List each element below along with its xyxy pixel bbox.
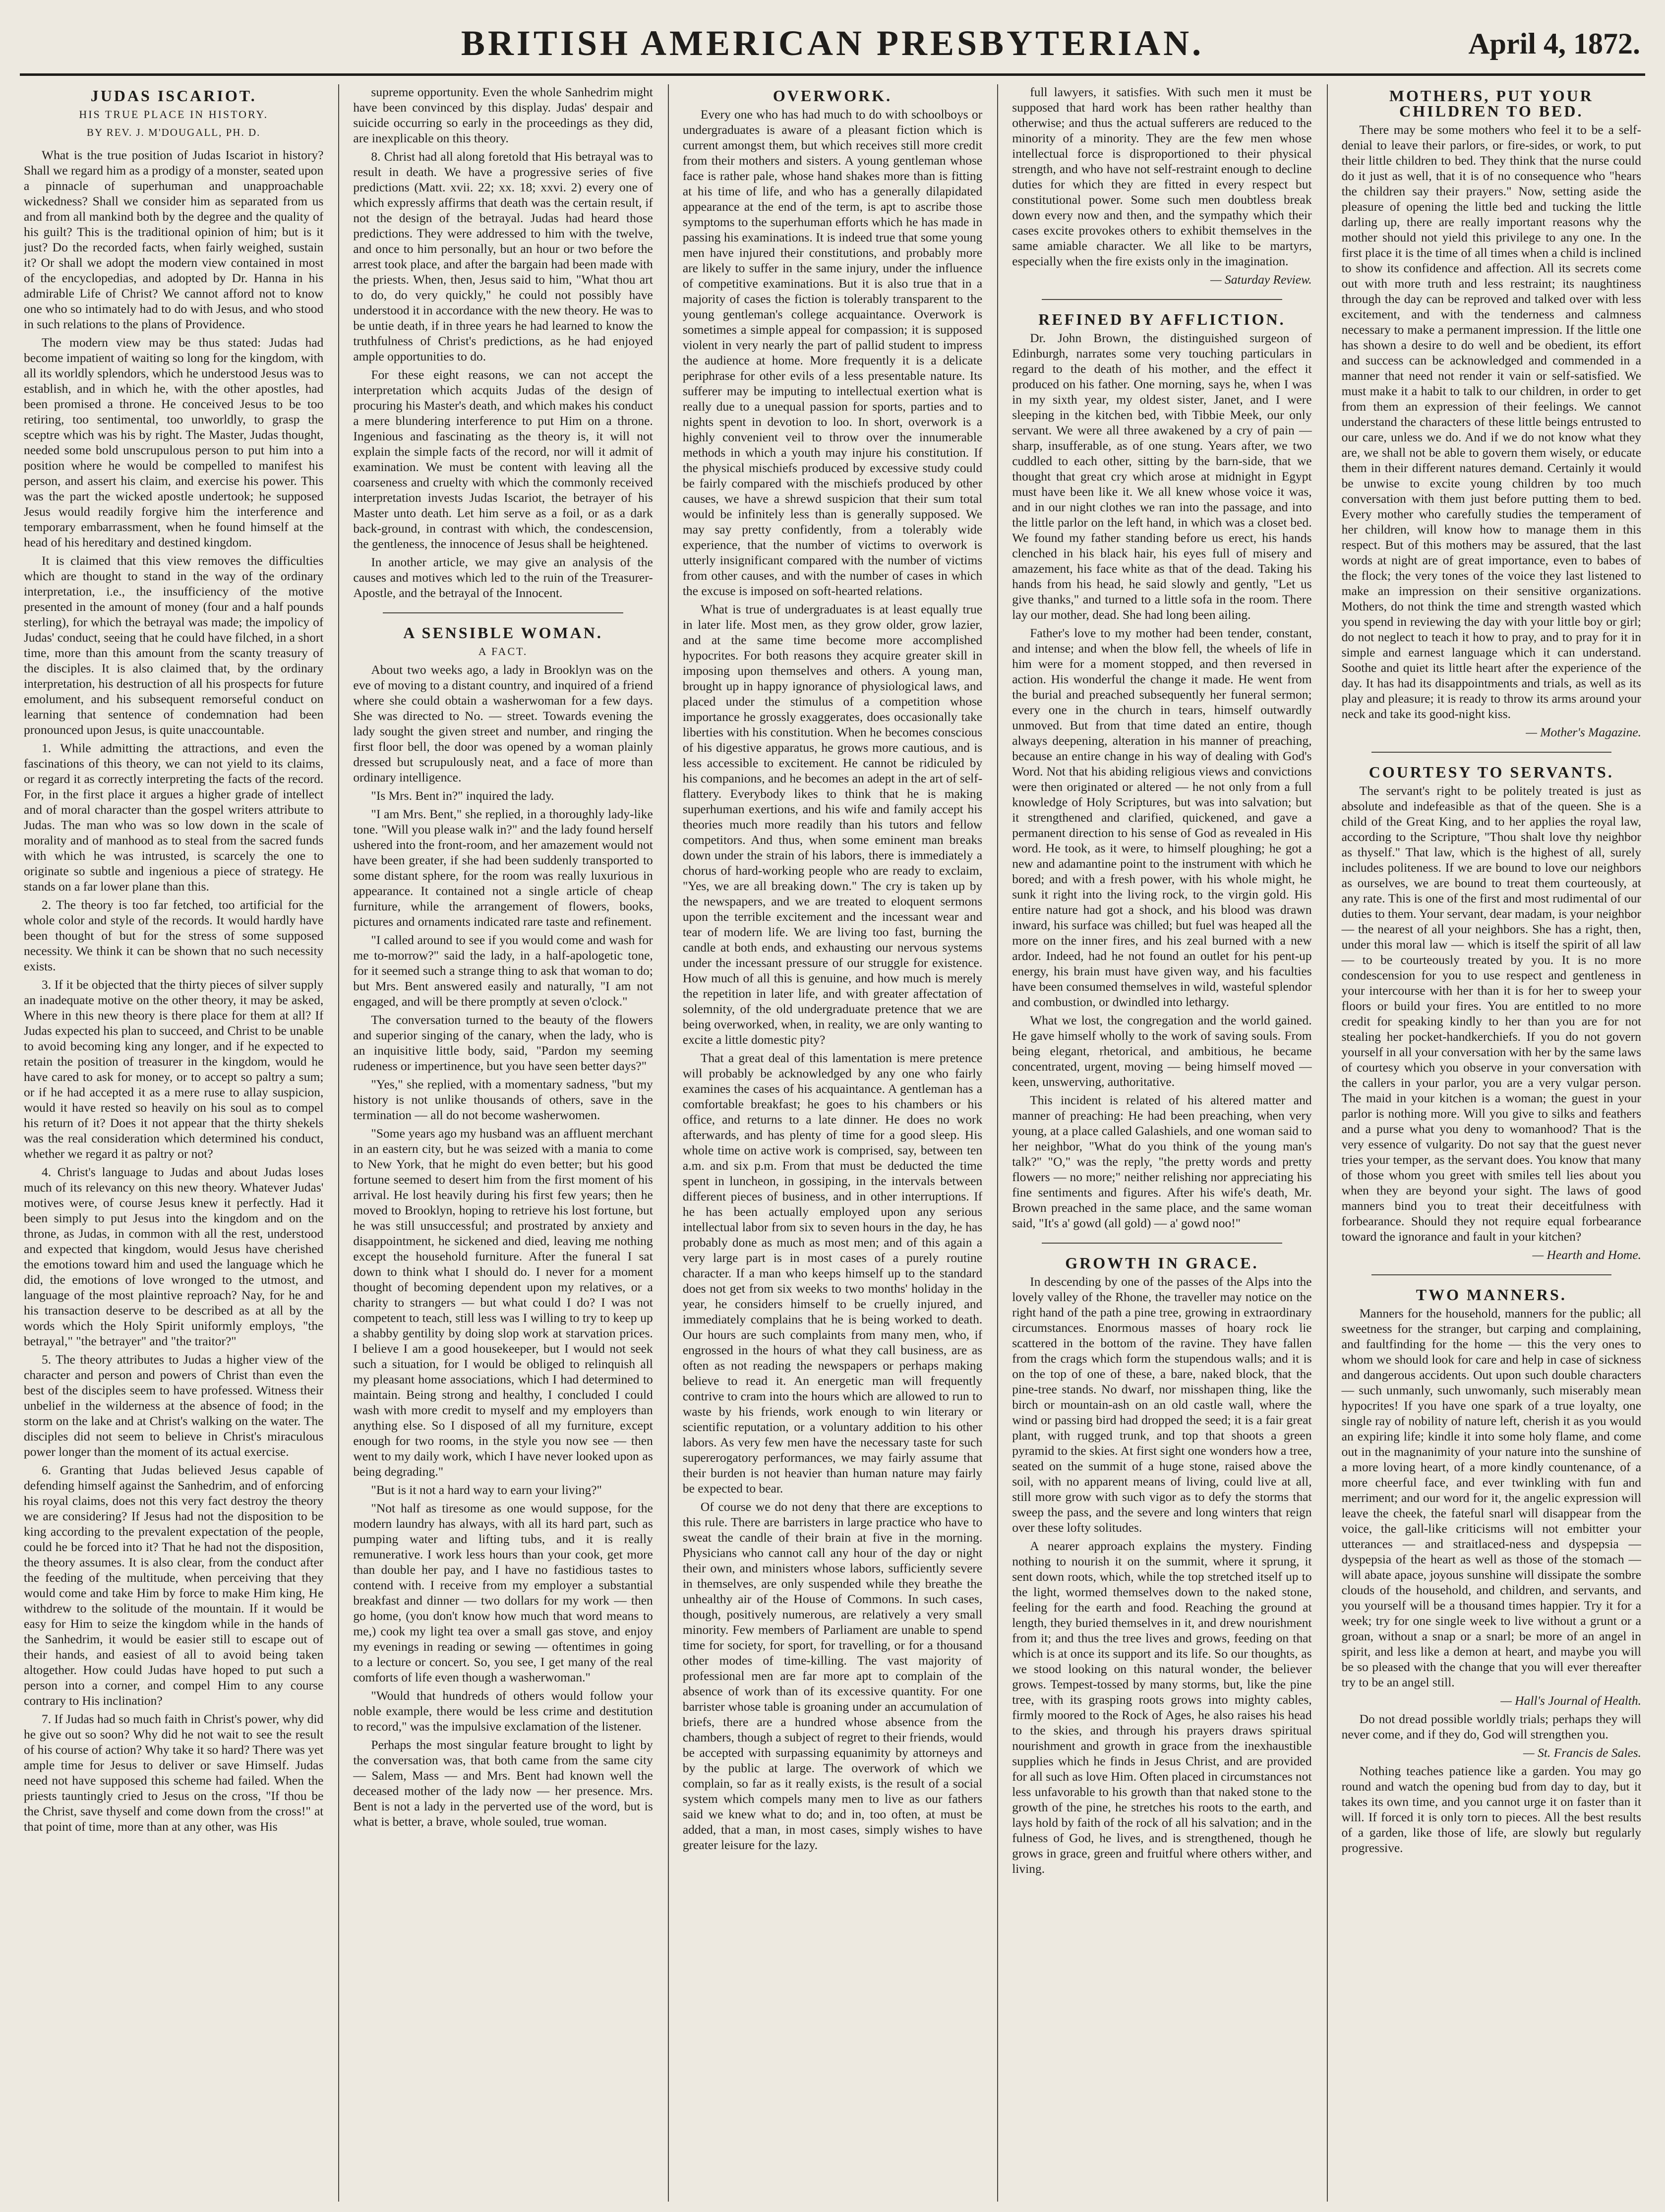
source-credit: — Mother's Magazine. — [1526, 725, 1642, 739]
masthead-date: April 4, 1872. — [1468, 27, 1640, 60]
paragraph: A nearer approach explains the mystery. Finding nothing to nourish it on the summit, where it sprung, it sent down roots, which, while the top stretched itself up to the light, wormed themselves down to the naked stone, feeling for the earth and food. Reaching the ground at length, they buried themselves in it, and drew nourishment from it; and thus the tree lives and grows, feeding on that which is at once its support and its life. So our thoughts, as we stood looking on this natural wonder, the believer grows. Tempest-tossed by many storms, but, like the pine tree, with its grasping roots grows into mighty cables, firmly moored to the Rock of Ages, he also raises his head to the skies, and through his prayers draws spiritual nourishment and growth in grace from the inexhaustible supplies which he finds in Jesus Christ, and are provided for all such as love Him. Often placed in circumstances not less unfavorable to his growth than that naked stone to the growth of the pine, he stretches his roots to the earth, and lays hold by faith of the rock of all his salvation; and in the fulness of God, he lives, and is strengthened, though he grows in grace, green and fruitful where others wither, and living. — [1012, 1539, 1312, 1876]
source-credit: — Hearth and Home. — [1532, 1248, 1642, 1262]
paragraph: The servant's right to be politely treated is just as absolute and indefeasible as that of the queen. She is a child of the Great King, and to her applies the royal law, according to the Scripture, "Thou shalt love thy neighbor as thyself." That law, which is the highest of all, surely includes politeness. If we are bound to love our neighbors as ourselves, we are bound to treat them courteously, at any rate. This is one of the first and most rudimental of our duties to them. Your servant, dear madam, is your neighbor — the nearest of all your neighbors. She has a right, then, under this moral law — which is itself the spirit of all law — to be courteously treated by you. It is no more condescension for you to use respect and gentleness in your intercourse with her than it is for her to sweep your floors or build your fires. You are entitled to no more credit for speaking kindly to her than you are for not stealing her pocket-handkerchiefs. If you do not govern yourself in all your conversation with her by the same laws of courtesy which you observe in your conversation with the callers in your parlor, you are a very vulgar person. The maid in your kitchen is a woman; the guest in your parlor is nothing more. Will you give to silks and feathers and a purse what you deny to womanhood? That is the very essence of vulgarity. Do not say that the guest never tries your temper, as the servant does. You know that many of those whom you greet with smiles tell lies about you when they are beyond your sight. The laws of good manners bind you to treat their deceitfulness with forbearance. Should they not require equal forbearance toward the ignorance and fault in your kitchen? — [1341, 783, 1642, 1244]
paragraph: The conversation turned to the beauty of the flowers and superior singing of the canary, when the lady, who is an inquisitive little body, said, "Pardon my seeming rudeness or impertinence, but you have seen better days?" — [353, 1013, 653, 1073]
source-credit: — Saturday Review. — [1210, 272, 1312, 287]
paragraph: "Some years ago my husband was an affluent merchant in an eastern city, but he was seized with a mania to come to New York, that he might do even better; but his good fortune seemed to desert him from the first moment of his arrival. He lost heavily during his first few years; then he moved to Brooklyn, hoping to retrieve his lost fortune, but he was still unsuccessful; and prostrated by anxiety and disappointment, he sickened and died, leaving me nothing except the household furniture. After the funeral I sat down to think what I should do. I never for a moment thought of becoming dependent upon my relatives, or a charity to strangers — but what could I do? I was not competent to teach, still less was I willing to try to keep up a shabby gentility by doing slop work at starvation prices. I believe I am a good housekeeper, but I would not seek such a situation, for I would be obliged to relinquish all my pleasant home associations, which I had determined to maintain. Being strong and healthy, I concluded I could wash with more credit to myself and my employers than anything else. So I disposed of all my furniture, except enough for two rooms, in the style you now see — then went to my daily work, which I have never looked upon as being degrading." — [353, 1126, 653, 1479]
paragraph: "Yes," she replied, with a momentary sadness, "but my history is not unlike thousands of others, save in the termination — all do not become washerwomen. — [353, 1077, 653, 1122]
article-title: A SENSIBLE WOMAN. — [403, 624, 603, 642]
paragraph: 5. The theory attributes to Judas a higher view of the character and person and powers of Christ than even the best of the disciples seem to have professed. Witness their unbelief in the wilderness at the absence of food; in the storm on the lake and at Christ's walking on the water. The disciples did not seem to believe in Christ's miraculous power longer than the moment of its actual exercise. — [24, 1352, 324, 1459]
column-1 — [24, 84, 323, 2202]
masthead-title: BRITISH AMERICAN PRESBYTERIAN. — [461, 23, 1204, 63]
paragraph: In another article, we may give an analysis of the causes and motives which led to the ruin of the Treasurer-Apostle, and the betrayal of the Innocent. — [353, 555, 653, 600]
paragraph: What is true of undergraduates is at least equally true in later life. Most men, as they grow older, grow lazier, and at the same time become more accomplished hypocrites. For both reasons they acquire greater skill in imposing upon themselves and others. A young man, brought up in happy ignorance of physiological laws, and placed under the stimulus of a competition whose importance he grossly exaggerates, does occasionally take liberties with his constitution. When he becomes conscious of his digestive apparatus, he grows more cautious, and is less accessible to excitement. He cannot be ridiculed by his companions, and he becomes an adept in the art of self-flattery. Everybody likes to think that he is making superhuman exertions, and his wife and family accept his theories much more readily than his tutors and fellow competitors. And thus, when some eminent man breaks down under the strain of his labors, there is immediately a chorus of hard-working people who are ready to exclaim, "Yes, we are all breaking down." The cry is taken up by the newspapers, and we are treated to eloquent sermons upon the terrible excitement and the incessant wear and tear of modern life. We are living too fast, burning the candle at both ends, and exhausting our nervous systems under the incessant pressure of our struggle for existence. How much of all this is genuine, and how much is merely the repetition in later life, and with greater affectation of solemnity, of the old undergraduate pretence that we are being overworked, when, in reality, we are only wanting to excite a little domestic pity? — [682, 602, 983, 1047]
section-divider — [1371, 1274, 1611, 1275]
paragraph: supreme opportunity. Even the whole Sanhedrim might have been convinced by this display. Judas' despair and suicide occurring so early in the proceedings as they did, are inexplicable on this theory. — [353, 85, 653, 145]
paragraph: What we lost, the congregation and the world gained. He gave himself wholly to the work of saving souls. From being elegant, rhetorical, and ambitious, he became concentrated, urgent, moving — being himself moved — keen, unswerving, authoritative. — [1012, 1013, 1312, 1089]
paragraph: 6. Granting that Judas believed Jesus capable of defending himself against the Sanhedrim, and of enforcing his royal claims, does not this very fact destroy the theory we are considering? If Jesus had not the disposition to be king according to the prevalent expectation of the people, could he be forced into it? That he had not the disposition, the theory assumes. It is also clear, from the conduct after the feeding of the multitude, when perceiving that they would come and take Him by force to make Him king, He withdrew to the solitude of the mountain. If it would be easy for Him to seize the kingdom while in the hands of the Sanhedrim, it would be easier still to escape out of their hands, and easiest of all to avoid being taken altogether. How could Judas have hoped to put such a person into a corner, and compel Him to any course contrary to His inclination? — [24, 1463, 324, 1708]
paragraph: "Is Mrs. Bent in?" inquired the lady. — [371, 788, 554, 803]
paragraph: There may be some mothers who feel it to be a self-denial to leave their parlors, or fire-sides, or work, to put their little children to bed. They think that the nurse could do it just as well, that it is of no consequence who "hears the children say their prayers." Now, setting aside the pleasure of opening the little bed and tucking the little darling up, there are really important reasons why the mother should not yield this privilege to any one. In the first place it is the time of all times when a child is inclined to show its confidence and affection. All its secrets come out with more truth and less restraint; its naughtiness through the day can be reproved and talked over with less excitement, and with the tenderness and calmness necessary to make a permanent impression. If the little one has shown a desire to do well and be obedient, its effort and success can be acknowledged and commended in a manner that need not render it vain or self-satisfied. We must make it a habit to talk to our children, in order to get from them an expression of their feelings. We cannot understand the characters of these little beings entrusted to our care, unless we do. And if we do not know what they are, we shall not be able to govern them wisely, or educate them in their different natures demand. Certainly it would be unwise to excite young children by too much conversation with them just before putting them to bed. Every mother who carefully studies the temperament of her children, will know how to manage them in this respect. But of this mothers may be assured, that the last words at night are of great importance, even to babes of the flock; the very tones of the voice they last listened to make an impression on their sensitive organizations. Mothers, do not think the time and strength wasted which you spend in reviewing the day with your little boy or girl; do not neglect to teach it how to pray, and to pray for it in simple and earnest language which it can understand. Soothe and quiet its little heart after the experience of the day. It has had its disappointments and trials, as well as its play and pleasure; it is ready to throw its arms around your neck and take its good-night kiss. — [1341, 122, 1642, 721]
column-3 — [668, 84, 982, 2202]
paragraph: Father's love to my mother had been tender, constant, and intense; and when the blow fell, the wheels of life in him were for a moment stopped, and then reversed in action. His wonderful the change it made. He went from the burial and preached subsequently her funeral sermon; every one in the church in tears, himself outwardly unmoved. But from that time dated an entire, though always deepening, alteration in his manner of preaching, because an entire change in his way of dealing with God's Word. Not that his abiding religious views and convictions were then originated or altered — he not only from a full knowledge of Holy Scriptures, but was into salvation; but it strengthened and clarified, quickened, and gave a permanent direction to his sense of God as revealed in His word. He took, as it were, to himself ploughing; he got a new and adamantine point to the instrument with which he bored; and with a fresh power, with his whole might, he sunk it right into the living rock, to the virgin gold. His entire nature had got a shock, and his blood was drawn inward, his surface was chilled; but fuel was heaped all the more on the inner fires, and his zeal burned with a new ardor. Indeed, had he not found an outlet for his pent-up energy, his brain must have given way, and his faculties have been consumed themselves in wild, wasteful splendor and combustion, or dwindled into lethargy. — [1012, 626, 1312, 1009]
article-title: REFINED BY AFFLICTION. — [1038, 310, 1286, 328]
paragraph: 4. Christ's language to Judas and about Judas loses much of its relevancy on this new theory. Whatever Judas' motives were, of course Jesus knew it perfectly. Had it been simply to put Jesus into the kingdom and on the throne, as Judas, in common with all the rest, understood and expected that kingdom, would Jesus have cherished the emotions toward him and used the language which he did, the emotions of love wronged to the utmost, and language of the most plaintive reproach? Nay, for he and his transaction deserve to be described as at all by the words which the Holy Spirit uniformly employs, "the betrayal," "the betrayer" and "the traitor?" — [24, 1165, 324, 1348]
paragraph: It is claimed that this view removes the difficulties which are thought to stand in the way of the ordinary interpretation, i.e., the insufficiency of the motive presented in the amount of money (four and a half pounds sterling), for which the betrayal was made; the impolicy of Judas' conduct, seeing that he could have filched, in a short time, more than this amount from the scanty treasury of the disciples. It is also claimed that, by the ordinary interpretation, his destruction of all his prospects for future emolument, and his subsequent remorseful conduct on learning that sentence of condemnation had been pronounced upon Jesus, is quite unaccountable. — [24, 553, 324, 737]
article-title: TWO MANNERS. — [1416, 1286, 1567, 1304]
paragraph: 7. If Judas had so much faith in Christ's power, why did he give out so soon? Why did he not wait to see the result of his course of action? Why take it so hard? There was yet ample time for Jesus to deliver or save Himself. Judas need not have supposed this scheme had failed. When the priests tauntingly cried to Jesus on the cross, "If thou be the Christ, save thyself and come down from the cross!" at that point of time, more than at any other, was His — [24, 1712, 324, 1834]
paragraph: "Not half as tiresome as one would suppose, for the modern laundry has always, with all its hard part, such as pumping water and lifting tubs, and it is really remunerative. I work less hours than your cook, get more than double her pay, and I have no fastidious tastes to contend with. I receive from my employer a substantial breakfast and dinner — two dollars for my work — then go home, (you don't know how much that word means to me,) cook my light tea over a small gas stove, and enjoy my evenings in reading or sewing — oftentimes in going to a lecture or concert. So, you see, I get many of the real comforts of life even though a washerwoman." — [353, 1501, 653, 1684]
paragraph: In descending by one of the passes of the Alps into the lovely valley of the Rhone, the traveller may notice on the right hand of the path a pine tree, growing in extraordinary circumstances. Enormous masses of hoary rock lie scattered in the bottom of the ravine. They have fallen from the crags which form the stupendous walls; and it is on the top of one of these, a bare, naked block, that the pine-tree stands. No dwarf, nor misshapen thing, like the birch or mountain-ash on an old castle wall, where the wind or passing bird had dropped the seed; it is a fair great plant, with rugged trunk, and top that shoots a green pyramid to the skies. At first sight one wonders how a tree, seated on the summit of a huge stone, raised above the soil, with no apparent means of living, could live at all, still more grow with such vigor as to defy the storms that sweep the pass, and the severe and long winters that reign over these lofty solitudes. — [1012, 1274, 1312, 1535]
article-title: MOTHERS, PUT YOUR CHILDREN TO BED. — [1389, 87, 1594, 120]
source-credit: — Hall's Journal of Health. — [1500, 1693, 1642, 1708]
paragraph: About two weeks ago, a lady in Brooklyn was on the eve of moving to a distant country, and inquired of a friend where she could obtain a washerwoman for a few days. She was directed to No. — street. Towards evening the lady sought the given street and number, and ringing the first floor bell, the door was opened by a woman plainly dressed but scrupulously neat, and a face of more than ordinary intelligence. — [353, 662, 653, 784]
section-divider — [1042, 299, 1282, 300]
paragraph: "I called around to see if you would come and wash for me to-morrow?" said the lady, in a half-apologetic tone, for it seemed such a strange thing to ask that woman to do; but Mrs. Bent answered easily and naturally, "I am not engaged, and will be there promptly at seven o'clock." — [353, 933, 653, 1009]
column-2 — [338, 84, 653, 2202]
paragraph: 1. While admitting the attractions, and even the fascinations of this theory, we can not yield to its claims, or regard it as correctly interpreting the facts of the record. For, in the first place it argues a higher grade of intellect and of moral character than the gospel writers attribute to Judas. The man who was so low down in the scale of morality and of manhood as to steal from the sacred funds with which he was intrusted, is scarcely the one to originate so subtle and ingenious a piece of strategy. He stands on a far lower plane than this. — [24, 741, 324, 894]
paragraph: This incident is related of his altered matter and manner of preaching: He had been preaching, when very young, at a place called Galashiels, and one woman said to her neighbor, "What do you think of the young man's talk?" "O," was the reply, "the pretty words and pretty flowers — no more;" neither relishing nor appreciating his fine sentiments and figures. After his wife's death, Mr. Brown preached in the same place, and the same woman said, "It's a' gowd (all gold) — a' gowd noo!" — [1012, 1093, 1312, 1230]
article-title: COURTESY TO SERVANTS. — [1368, 763, 1614, 781]
paragraph: Nothing teaches patience like a garden. You may go round and watch the opening bud from day to day, but it takes its own time, and you cannot urge it on faster than it will. If forced it is only torn to pieces. All the best results of a garden, like those of life, are slowly but regularly progressive. — [1341, 1764, 1642, 1855]
masthead — [20, 14, 1645, 76]
paragraph: "Would that hundreds of others would follow your noble example, there would be less crime and destitution to record," was the impulsive exclamation of the listener. — [353, 1688, 653, 1734]
paragraph: 2. The theory is too far fetched, too artificial for the whole color and style of the records. It would hardly have been thought of but for the stress of some supposed necessity. We think it can be shown that no such necessity exists. — [24, 897, 324, 973]
section-divider — [1042, 1243, 1282, 1244]
paragraph: The modern view may be thus stated: Judas had become impatient of waiting so long for the kingdom, with all its worldly splendors, which he understood Jesus was to establish, and in which he, with the other apostles, had been promised a throne. He conceived Jesus to be too retiring, too sentimental, too unworldly, to grasp the sceptre which was his by right. The Master, Judas thought, needed some bold unscrupulous person to put him into a position where he would be compelled to manifest his person, and assert his claim, and exercise his power. This was the part the wicked apostle undertook; he supposed Jesus would readily forgive him the interference and temporary embarrassment, when he found himself at the head of his hereditary and destined kingdom. — [24, 335, 324, 549]
paragraph: 3. If it be objected that the thirty pieces of silver supply an inadequate motive on the other theory, it may be asked, Where in this new theory is there place for them at all? If Judas expected his plan to succeed, and Christ to be unable to avoid becoming king any longer, and if he expected to retain the position of treasurer in the kingdom, would he have cared to ask for money, or to accept so paltry a sum; or if he had accepted it as a mere ruse to allay suspicion, would it have rested so heavily on his soul as to compel his return of it? Does it not appear that the thirty shekels was the real consideration which determined his conduct, whether we regard it as paltry or not? — [24, 977, 324, 1161]
columns — [24, 84, 1641, 2202]
paragraph: Of course we do not deny that there are exceptions to this rule. There are barristers in large practice who have to sweat the candle of their brain at five in the morning. Physicians who cannot call any hour of the day or night their own, and ministers whose labors, sufficiently severe in themselves, are only suspended while they breathe the unhealthy air of the House of Commons. In such cases, though, positively numerous, are relatively a very small minority. Few members of Parliament are unable to spend time for society, for sport, for travelling, or for a thousand other modes of time-killing. The vast majority of professional men are far more apt to complain of the absence of work than of its excessive quantity. For one barrister whose table is groaning under an accumulation of briefs, there are a hundred whose absence from the chambers, though a subject of regret to their friends, would be accepted with surpassing equanimity by attorneys and by the public at large. The overwork of which we complain, so far as it really exists, is the result of a social system which compels many men to live as our fathers said we knew what to do; and in, too often, at must be added, that a man, in most cases, simply wishes to have greater leisure for the lazy. — [682, 1499, 983, 1852]
source-credit: — St. Francis de Sales. — [1523, 1745, 1642, 1760]
paragraph: Dr. John Brown, the distinguished surgeon of Edinburgh, narrates some very touching particulars in regard to the death of his mother, and the effect it produced on his father. One morning, says he, when I was in my sixth year, my oldest sister, Janet, and I were sleeping in the kitchen bed, with Tibbie Meek, our only servant. We were all three awakened by a cry of pain — sharp, insufferable, as of one stung. Years after, we two cuddled to each other, sitting by the barn-side, that we thought that great cry which arose at midnight in Egypt must have been like it. We all knew whose voice it was, and in our night clothes we ran into the passage, and into the little parlor on the left hand, in which was a closet bed. We found my father standing before us erect, his hands clenched in his black hair, his eyes full of misery and amazement, his face white as that of the dead. Taking his hands from his head, he said slowly and gently, "Let us give thanks," and turned to a little sofa in the room. There lay our mother, dead. She had long been ailing. — [1012, 331, 1312, 622]
paragraph: Do not dread possible worldly trials; perhaps they will never come, and if they do, God will strengthen you. — [1341, 1712, 1642, 1741]
article-title: JUDAS ISCARIOT. — [90, 87, 257, 105]
paragraph: Perhaps the most singular feature brought to light by the conversation was, that both came from the same city — Salem, Mass — and Mrs. Bent had known well the deceased mother of the lady now — her presence. Mrs. Bent is not a lady in the perverted use of the word, but is what is better, a brave, whole souled, true woman. — [353, 1737, 653, 1829]
paragraph: 8. Christ had all along foretold that His betrayal was to result in death. We have a progressive series of five predictions (Matt. xvii. 22; xx. 18; xxvi. 2) every one of which expressly affirms that death was the certain result, if not the design of the betrayal. Judas had heard those predictions. They were addressed to him with the twelve, and once to him personally, but an hour or two before the arrest took place, and after the bargain had been made with the priests. When, then, Jesus said to him, "What thou art to do, do very quickly," he could not possibly have understood it in accordance with the new theory. He was to be untie death, if in three years he had learned to know the truthfulness of Christ's predictions, as he had enjoyed ample opportunities to do. — [353, 149, 653, 363]
article-title: OVERWORK. — [773, 87, 892, 105]
paragraph: What is the true position of Judas Iscariot in history? Shall we regard him as a prodigy of a monster, seated upon a pinnacle of superhuman and unapproachable wickedness? Shall we consider him as separated from us and from all mankind both by the degree and the quality of his guilt? This is the traditional opinion of him; but is it just? Do the recorded facts, when fairly weighed, sustain it? Or shall we adopt the modern view contained in most of the encyclopedias, and adopted by Dr. Hanna in his admirable Life of Christ? We cannot afford not to know one who so intimately had to do with Jesus, and who stood in such relations to the plans of Providence. — [24, 148, 324, 331]
article-title: GROWTH IN GRACE. — [1065, 1254, 1259, 1272]
column-5 — [1327, 84, 1641, 2202]
paragraph: That a great deal of this lamentation is mere pretence will probably be acknowledged by any one who fairly examines the cases of his acquaintance. A gentleman has a comfortable breakfast; he goes to his chambers or his office, and returns to a late dinner. He does no work afterwards, and has plenty of time for a good sleep. His whole time on active work is comprised, say, between ten a.m. and six p.m. From that must be deducted the time spent in luncheon, in gossiping, in the intervals between different pieces of business, and in other interruptions. If he has been actually employed upon any serious intellectual labor from six to seven hours in the day, he has probably done as much as most men; and of this again a very large part is in most cases of a purely routine character. If a man who keeps himself up to the standard does not get from six weeks to two months' holiday in the year, he considers himself to be cruelly injured, and immediately complains that he is being worked to death. Our hours are such complaints from many men, who, if engrossed in the hours of what they call business, are as often as not reading the newspapers or perhaps making believe to read it. An energetic man will frequently contrive to cram into the hours which are allowed to run to waste by his friends, work enough to win literary or scientific reputation, or a voluntary addition to his other labors. As very few men have the necessary taste for such supererogatory performances, we may fairly assume that their burden is not heavier than human nature may fairly be expected to bear. — [682, 1051, 983, 1495]
paragraph: Every one who has had much to do with schoolboys or undergraduates is aware of a pleasant fiction which is current amongst them, but which receives still more credit from their mothers and sisters. A young gentleman whose face is rather pale, whose hand shakes more than is fitting at his time of life, and who has a generally dilapidated appearance at the end of the term, is apt to ascribe those symptoms to the superhuman efforts which he has made in passing his examinations. It is indeed true that some young men have injured their constitutions, and probably more are likely to suffer in the same injury, under the influence of competitive examinations. But it is also true that in a majority of cases the fiction is tolerably transparent to the young gentleman's college acquaintance. Overwork is sometimes a simple appeal for compassion; it is supposed violent in very nearly the part of pallid student to impress the audience at home. More frequently it is a delicate periphrase for other evils of a less presentable nature. Its sufferer may be imputing to intellectual exertion what is really due to a unequal passion for sports, parties and to nights spent in devotion to loo. In short, overwork is a highly convenient veil to throw over the innumerable methods in which a youth may injure his constitution. If the physical mischiefs produced by excessive study could be fairly compared with the mischiefs produced by other causes, we have a shrewd suspicion that their sum total would be infinitely less than is generally supposed. We may say pretty confidently, from a tolerably wide experience, that the number of victims to overwork is utterly insignificant compared with the number of victims from other causes, and with the number of cases in which the excuse is imposed on soft-hearted relations. — [682, 107, 983, 598]
paragraph: Manners for the household, manners for the public; all sweetness for the stranger, but carping and complaining, and faultfinding for the home — this the very ones to whom we should look for care and help in case of sickness and dangerous accidents. Out upon such double characters — such unmanly, such unwomanly, such miserably mean hypocrites! If you have one spark of a true loyalty, one single ray of nobility of nature left, cherish it as you would an expiring life; kindle it into some holy flame, and come out in the magnanimity of your nature into the sunshine of a more loving heart, of a more kindly countenance, of a more cheerful face, and ever twinkling with fun and merriment; and our word for it, the angelic expression will leave the cheek, the fateful snarl will disappear from the voice, the gall-like criticisms will not embitter your utterances — and straitlaced-ness and dyspepsia — dyspepsia of the heart as well as those of the stomach — will abate apace, joyous sunshine will dissipate the sombre clouds of the household, and children, and servants, and you yourself will be a thousand times happier. Try it for a week; try for one single week to live without a grunt or a groan, without a snap or a snarl; be more of an angel in spirit, and less like a demon at heart, and maybe you will be so pleased with the change that you will ever thereafter try to be an angel still. — [1341, 1306, 1642, 1689]
article-subtitle: A FACT. — [478, 645, 528, 658]
section-divider — [383, 612, 623, 613]
section-divider — [1371, 752, 1611, 753]
paragraph: For these eight reasons, we can not accept the interpretation which acquits Judas of the design of procuring his Master's death, and which makes his conduct a mere blundering interference to put Him on a throne. Ingenious and fascinating as the theory is, it will not explain the simple facts of the record, nor will it admit of examination. We must be content with leaving all the coarseness and cruelty with which the commonly received interpretation invests Judas Iscariot, the betrayer of his Master unto death. Let him serve as a foil, or as a dark back-ground, in contrast with which, the condescension, the gentleness, the innocence of Jesus shall be heightened. — [353, 367, 653, 551]
paragraph: "I am Mrs. Bent," she replied, in a thoroughly lady-like tone. "Will you please walk in?" and the lady found herself ushered into the front-room, and her amazement would not have been greater, if she had been suddenly transported to some distant sphere, for the room was really luxurious in appearance. It contained not a single article of cheap furniture, while the arrangement of flowers, books, pictures and ornaments indicated rare taste and refinement. — [353, 807, 653, 929]
paragraph: "But is it not a hard way to earn your living?" — [371, 1483, 602, 1497]
column-4 — [997, 84, 1311, 2202]
paragraph: full lawyers, it satisfies. With such men it must be supposed that hard work has been rather healthy than otherwise; and thus the actual sufferers are reduced to the minority of a minority. They are the few men whose intellectual force is disproportioned to their physical strength, and who have not self-restraint enough to decline duties for which they are fitted in every respect but constitutional power. Some such men doubtless break down every now and then, and the sympathy which their cases excite provokes others to exhibit themselves in the same amiable character. We all like to be martyrs, especially when the fire exists only in the imagination. — [1012, 85, 1312, 268]
article-subtitle: HIS TRUE PLACE IN HISTORY. — [79, 108, 269, 120]
article-byline: BY REV. J. M'DOUGALL, PH. D. — [87, 126, 261, 138]
